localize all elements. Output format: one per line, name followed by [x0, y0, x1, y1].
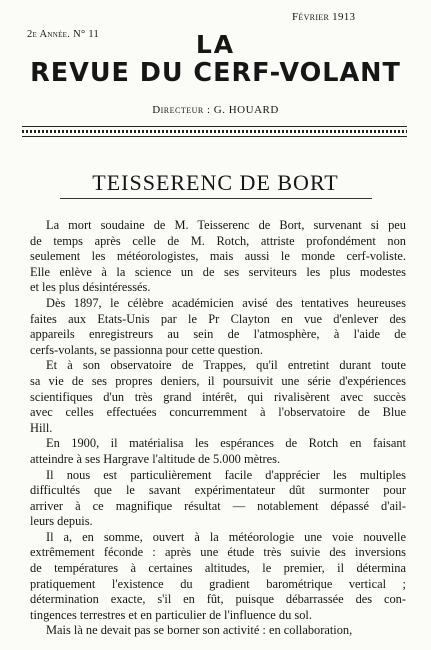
paragraph [30, 296, 406, 358]
issue-number: 2e Année. N° 11 [27, 29, 100, 40]
paragraph-line: Dès 1897, le célèbre académicien avisé des tentatives heureuses [46, 295, 406, 310]
paragraph-line: Il a, en somme, ouvert à la météorologie une voie nouvelle [46, 529, 406, 544]
paragraph [30, 623, 406, 639]
paragraph [30, 218, 406, 296]
article-title: TEISSERENC DE BORT [92, 170, 339, 195]
paragraph-line: atteindre à ses Hargrave l'altitude de 5.000 mètres. [30, 451, 281, 466]
paragraph-line: arriver à ce magnifique résultat — notablement dépassé d'ail- [30, 498, 406, 513]
header-rule-dotted [22, 130, 407, 133]
paragraph [30, 436, 406, 467]
paragraph-line: Mais là ne devait pas se borner son activité : en collaboration, [46, 623, 353, 638]
paragraph-line: pratiquement l'existence du gradient barométrique vertical ; [30, 576, 406, 591]
paragraph-line: sa vie de ses propres deniers, il poursuivit une série d'expériences [30, 373, 406, 388]
paragraph [30, 530, 406, 624]
paragraph-line: difficultés que le savant expérimentateur dût surmonter pour [30, 483, 406, 498]
paragraph-line: faites aux Etats-Unis par le Pr Clayton en vue d'enlever des [30, 311, 406, 326]
paragraph-line: détermination exacte, s'il en fût, puisque débarrassée des con- [30, 592, 406, 607]
paragraph-line: de températures à certaines altitudes, le premier, il détermina [30, 561, 406, 576]
paragraph-line: Il nous est particulièrement facile d'apprécier les multiples [46, 467, 406, 482]
paragraph-line: cerfs-volants, se passionna pour cette question. [30, 342, 263, 357]
paragraph-line: En 1900, il matérialisa les espérances de Rotch en faisant [46, 436, 406, 451]
paragraph [30, 358, 406, 436]
director-line: Directeur : G. HOUARD [152, 104, 279, 116]
paragraph-line: Hill. [30, 420, 53, 435]
paragraph-line: Elle enlève à la science un de ses serviteurs les plus modestes [30, 264, 406, 279]
paragraph-line: scientifiques d'un très grand intérêt, qui rivalisèrent avec succès [30, 389, 406, 404]
header-rule-top [22, 126, 407, 127]
paragraph-line: leurs depuis. [30, 514, 93, 529]
paragraph-line: de temps après celle de M. Rotch, attriste profondément non [30, 233, 406, 248]
paragraph-line: appareils enregistreurs au sein de l'atmosphère, à l'aide de [30, 327, 406, 342]
paragraph-line: avec celles effectuées concurremment à l'observatoire de Blue [30, 405, 406, 420]
header-rule-bottom [22, 136, 407, 137]
paragraph-line: Et à son observatoire de Trappes, qu'il entretint durant toute [46, 358, 406, 373]
paragraph [30, 468, 406, 530]
article-body [30, 218, 406, 639]
paragraph-line: extrêmement féconde : après une étude très suivie des inversions [30, 545, 406, 560]
paragraph-line: La mort soudaine de M. Teisserenc de Bort, survenant si peu [46, 218, 406, 232]
paragraph-line: tingences terrestres et en particulier de l'influence du sol. [30, 607, 312, 622]
issue-date: Février 1913 [292, 11, 356, 23]
masthead-title: REVUE DU CERF-VOLANT [30, 58, 401, 88]
title-rule [60, 198, 372, 199]
paragraph-line: et les plus désintéressés. [30, 280, 151, 295]
paragraph-line: seulement les météorologistes, mais aussi le monde cerf-voliste. [30, 249, 406, 264]
masthead-la: LA [195, 30, 236, 59]
